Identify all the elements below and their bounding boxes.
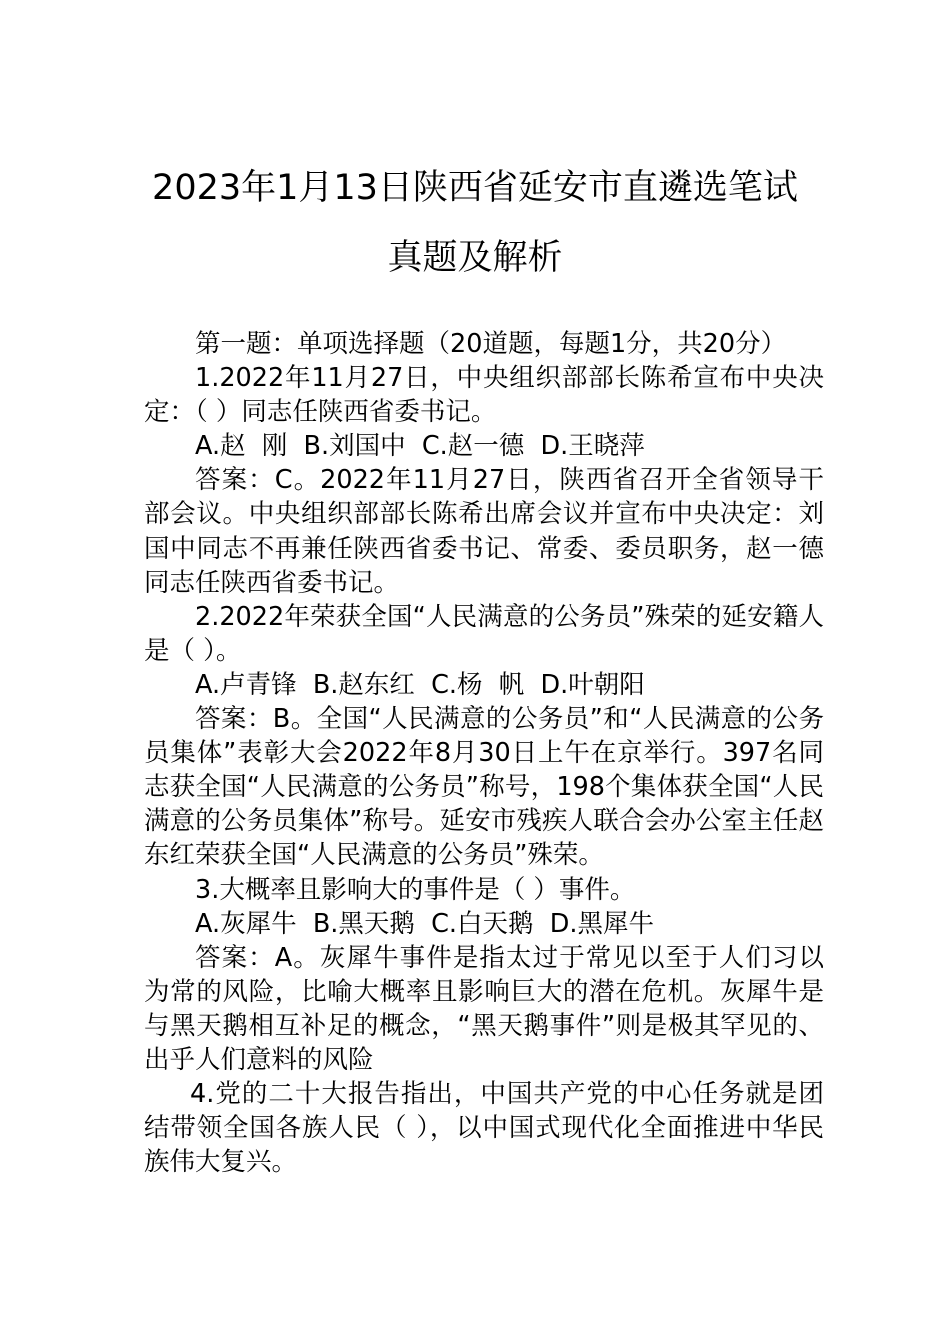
question-3-options: A.灰犀牛 B.黑天鹅 C.白天鹅 D.黑犀牛 xyxy=(195,908,654,939)
section-heading: 第一题：单项选择题（20道题，每题1分，共20分） xyxy=(195,329,787,359)
question-3-stem: 3.大概率且影响大的事件是（ ）事件。 xyxy=(195,874,636,905)
question-1-options: A.赵 刚 B.刘国中 C.赵一德 D.王晓萍 xyxy=(195,431,645,462)
question-2-answer: 答案：B。全国“人民满意的公务员”和“人民满意的公务员集体”表彰大会2022年8月30日上午在京举行。397名同志获全国“人民满意的公务员”称号，198个集体获全国“人民满意的公务员集体”称号。延安市残疾人联合会办公室主任赵东红荣获全国“人民满意的公务员”殊荣。 xyxy=(144,704,824,871)
question-1-stem: 1.2022年11月27日，中央组织部部长陈希宣布中央决定：（ ）同志任陕西省委书记。 xyxy=(144,363,824,428)
question-1-answer: 答案：C。2022年11月27日，陕西省召开全省领导干部会议。中央组织部部长陈希出席会议并宣布中央决定：刘国中同志不再兼任陕西省委书记、常委、委员职务，赵一德同志任陕西省委书记。 xyxy=(144,465,824,598)
question-4-stem: 4.党的二十大报告指出，中国共产党的中心任务就是团结带领全国各族人民（ ），以中国式现代化全面推进中华民族伟大复兴。 xyxy=(144,1079,824,1178)
question-3-answer: 答案：A。灰犀牛事件是指太过于常见以至于人们习以为常的风险，比喻大概率且影响巨大的潜在危机。灰犀牛是与黑天鹅相互补足的概念，“黑天鹅事件”则是极其罕见的、出乎人们意料的风险 xyxy=(144,942,824,1075)
question-2-options: A.卢青锋 B.赵东红 C.杨 帆 D.叶朝阳 xyxy=(195,669,645,700)
document-title-line-2: 真题及解析 xyxy=(387,238,563,278)
question-2-stem: 2.2022年荣获全国“人民满意的公务员”殊荣的延安籍人是（ ）。 xyxy=(144,601,824,666)
document-body xyxy=(144,327,824,1179)
document-title-line-1: 2023年1月13日陕西省延安市直遴选笔试 xyxy=(152,168,798,208)
